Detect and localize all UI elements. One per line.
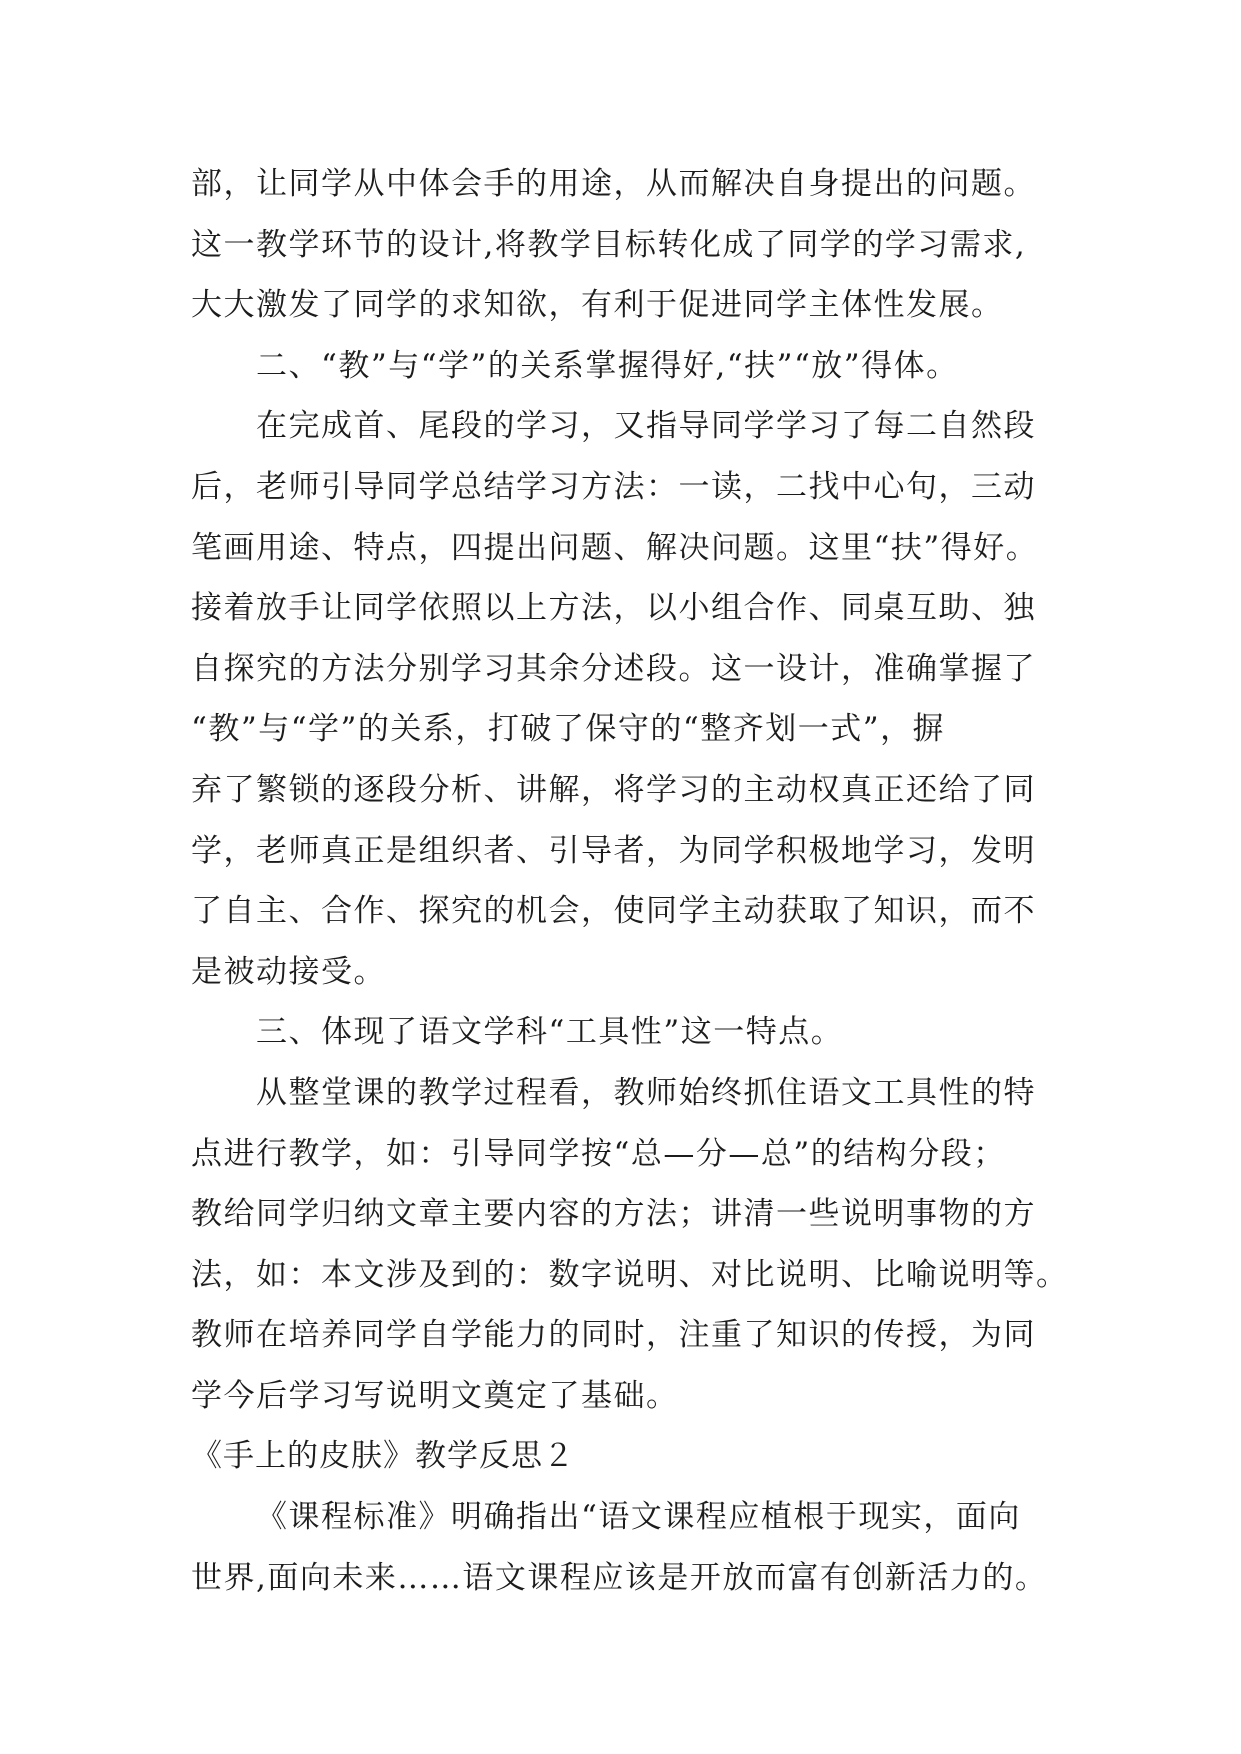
text-line: 大大激发了同学的求知欲，有利于促进同学主体性发展。: [191, 287, 1004, 324]
text-line: 是被动接受。: [191, 953, 386, 990]
text-line: 笔画用途、特点，四提出问题、解决问题。这里“扶”得好。: [191, 529, 1039, 566]
text-line: 从整堂课的教学过程看，教师始终抓住语文工具性的特: [256, 1074, 1036, 1111]
text-line: 学，老师真正是组织者、引导者，为同学积极地学习，发明: [191, 832, 1036, 869]
text-line: 后，老师引导同学总结学习方法：一读，二找中心句，三动: [191, 468, 1036, 505]
text-line: 这一教学环节的设计,将教学目标转化成了同学的学习需求,: [191, 226, 1027, 263]
text-line: 在完成首、尾段的学习，又指导同学学习了每二自然段: [256, 408, 1036, 445]
text-line: 《课程标准》明确指出“语文课程应植根于现实，面向: [256, 1499, 1021, 1536]
text-line: 教师在培养同学自学能力的同时，注重了知识的传授，为同: [191, 1317, 1036, 1354]
text-line: 三、体现了语文学科“工具性”这一特点。: [256, 1014, 844, 1051]
text-line: 学今后学习写说明文奠定了基础。: [191, 1377, 679, 1414]
text-line: 接着放手让同学依照以上方法，以小组合作、同桌互助、独: [191, 590, 1036, 627]
text-line: 自探究的方法分别学习其余分述段。这一设计，准确掌握了: [191, 650, 1036, 687]
document-body: [191, 154, 1071, 1608]
text-line: 弃了繁锁的逐段分析、讲解，将学习的主动权真正还给了同: [191, 771, 1036, 808]
text-line: 世界,面向未来……语文课程应该是开放而富有创新活力的。: [191, 1559, 1048, 1596]
text-line: 教给同学归纳文章主要内容的方法；讲清一些说明事物的方: [191, 1196, 1036, 1233]
text-line: 了自主、合作、探究的机会，使同学主动获取了知识，而不: [191, 893, 1036, 930]
text-line: 二、“教”与“学”的关系掌握得好,“扶”“放”得体。: [256, 347, 959, 384]
section-heading: 《手上的皮肤》教学反思２: [191, 1438, 575, 1475]
text-line: “教”与“学”的关系，打破了保守的“整齐划一式”，摒: [191, 711, 946, 748]
text-line: 点进行教学，如：引导同学按“总—分—总”的结构分段；: [191, 1135, 1006, 1172]
text-line: 部，让同学从中体会手的用途，从而解决自身提出的问题。: [191, 166, 1036, 202]
text-line: 法，如：本文涉及到的：数字说明、对比说明、比喻说明等。: [191, 1256, 1069, 1293]
